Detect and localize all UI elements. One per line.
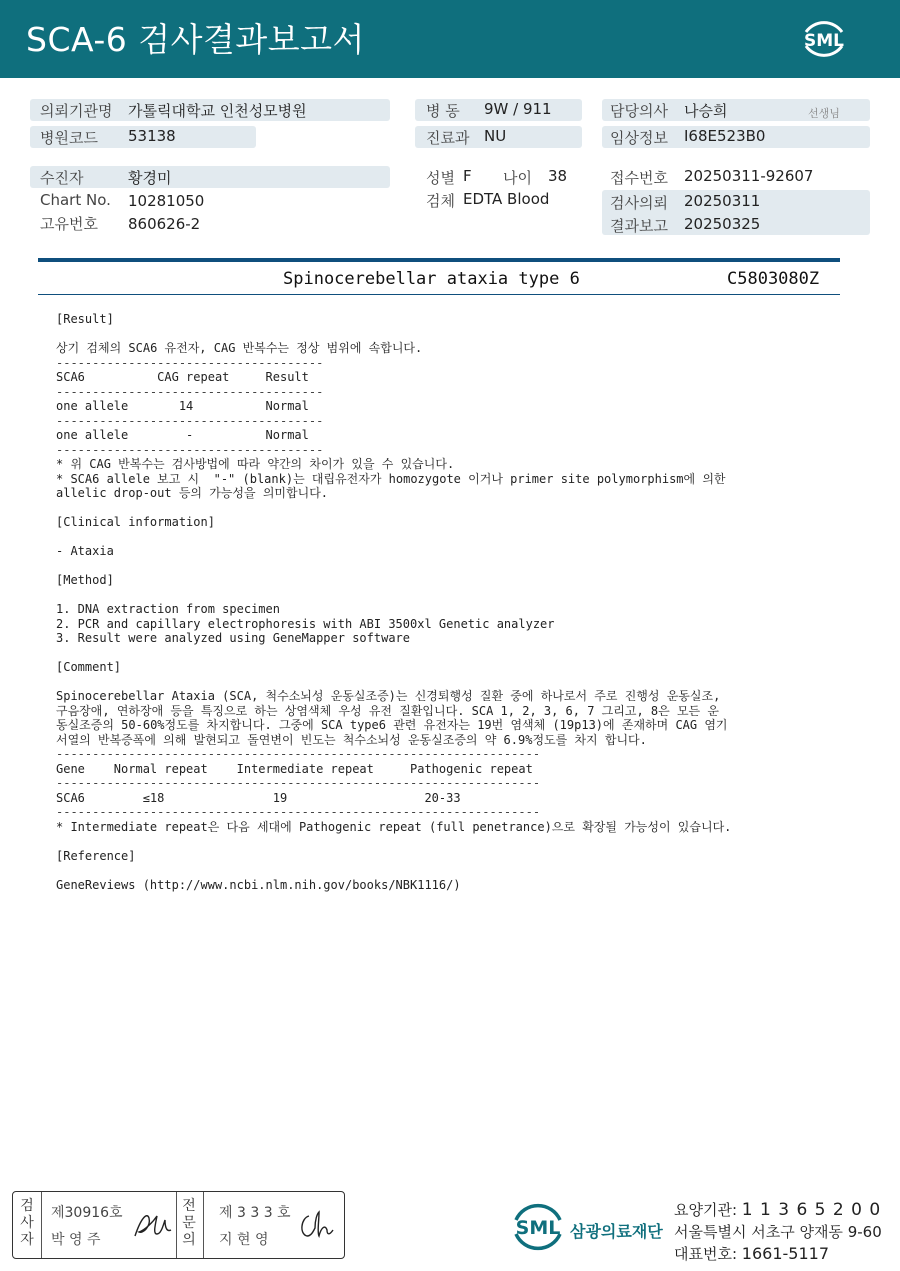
phone-number <box>674 1243 829 1264</box>
table-rule: ------------------------------------- <box>56 384 324 399</box>
specimen-value: EDTA Blood <box>463 190 550 208</box>
dept-label: 진료과 <box>426 129 470 147</box>
clinical-text: - Ataxia <box>56 544 114 558</box>
request-value: 20250311 <box>684 192 761 210</box>
repeat-table-row: SCA6 ≤18 19 20-33 <box>56 790 461 805</box>
clinical-value: I68E523B0 <box>684 127 766 145</box>
table-rule: ------------------------------------------------------------------- <box>56 805 541 819</box>
dept-value: NU <box>484 127 507 145</box>
comment-text: Spinocerebellar Ataxia (SCA, 척수소뇌성 운동실조증)는 신경퇴행성 질환 중에 하나로서 주로 진행성 운동실조, <box>56 689 721 703</box>
comment-text: 동실조증의 50-60%정도를 차지합니다. 그중에 SCA type6 관련 유전자는 19번 염색체 (19p13)에 존재하며 CAG 염기 <box>56 718 728 732</box>
clinical-heading: [Clinical information] <box>56 515 215 529</box>
examiner-signature-icon <box>131 1208 175 1244</box>
chart-value: 10281050 <box>128 192 205 210</box>
test-code: C5803080Z <box>727 269 820 289</box>
result-note: * SCA6 allele 보고 시 "-" (blank)는 대립유전자가 homozygote 이거나 primer site polymorphism에 의한 <box>56 471 726 486</box>
method-item: 1. DNA extraction from specimen <box>56 602 280 616</box>
phone-value: 1661-5117 <box>741 1244 830 1263</box>
examiner-vertical-label: 검 사 자 <box>20 1198 34 1248</box>
age-label: 나이 <box>503 169 532 187</box>
test-name: Spinocerebellar ataxia type 6 <box>283 269 580 289</box>
specialist-signature-icon <box>295 1208 339 1244</box>
specimen-label: 검체 <box>426 192 455 210</box>
signature-box <box>12 1191 345 1259</box>
result-table-header: SCA6 CAG repeat Result <box>56 370 309 384</box>
divider <box>176 1192 177 1258</box>
hospital-code-label: 병원코드 <box>40 129 98 147</box>
report-body <box>56 312 846 892</box>
result-note: * 위 CAG 반복수는 검사방법에 따라 약간의 차이가 있을 수 있습니다. <box>56 457 455 471</box>
sml-logo-icon <box>796 12 852 66</box>
result-table-row: one allele 14 Normal <box>56 399 309 413</box>
comment-text: 구음장애, 연하장애 등을 특징으로 하는 상염색체 우성 유전 질환입니다. SCA 1, 2, 3, 6, 7 그리고, 8은 모든 운 <box>56 703 719 718</box>
hospital-code-value: 53138 <box>128 127 176 145</box>
patient-value: 황경미 <box>128 169 172 187</box>
result-note: allelic drop-out 등의 가능성을 의미합니다. <box>56 486 329 500</box>
title-rule-bottom <box>38 294 840 295</box>
org-address: 서울특별시 서초구 양재동 9-60 <box>674 1223 882 1241</box>
result-table-row: one allele - Normal <box>56 428 309 442</box>
title-rule-top <box>38 258 840 262</box>
ward-value: 9W / 911 <box>484 100 552 118</box>
table-rule: ------------------------------------- <box>56 413 324 428</box>
repeat-note: * Intermediate repeat은 다음 세대에 Pathogenic repeat (full penetrance)으로 확장될 가능성이 있습니다. <box>56 819 732 834</box>
patient-label: 수진자 <box>40 169 84 187</box>
org-logo-text: SML <box>515 1217 561 1239</box>
specialist-vertical-label: 전 문 의 <box>182 1198 196 1248</box>
patient-field <box>30 166 390 188</box>
age-value: 38 <box>548 167 568 185</box>
comment-heading: [Comment] <box>56 660 122 674</box>
result-heading: [Result] <box>56 312 114 326</box>
care-value: 1 1 3 6 5 2 0 0 <box>741 1200 882 1220</box>
institution-label: 의뢰기관명 <box>40 102 113 120</box>
clinical-label: 임상정보 <box>610 129 668 147</box>
divider <box>203 1192 204 1258</box>
reference-text: GeneReviews (http://www.ncbi.nlm.nih.gov/books/NBK1116/) <box>56 877 461 892</box>
comment-text: 서열의 반복증폭에 의해 발현되고 돌연변이 빈도는 척수소뇌성 운동실조증의 약 6.9%정도를 차지 합니다. <box>56 732 647 747</box>
method-item: 3. Result were analyzed using GeneMapper software <box>56 631 411 645</box>
unique-value: 860626-2 <box>128 215 201 233</box>
table-rule: ------------------------------------------------------------------- <box>56 776 541 790</box>
repeat-table-header: Gene Normal repeat Intermediate repeat Pathogenic repeat <box>56 761 533 776</box>
report-header <box>0 0 900 78</box>
doctor-value: 나승희 <box>684 102 728 120</box>
sml-org-logo-icon <box>508 1198 568 1256</box>
table-rule: ------------------------------------------------------------------- <box>56 747 541 761</box>
result-summary: 상기 검체의 SCA6 유전자, CAG 반복수는 정상 범위에 속합니다. <box>56 341 423 355</box>
receipt-label: 접수번호 <box>610 169 668 187</box>
table-rule: ------------------------------------- <box>56 355 324 370</box>
table-rule: ------------------------------------- <box>56 442 324 457</box>
specialist-name: 지 현 영 <box>219 1232 269 1248</box>
reference-heading: [Reference] <box>56 848 136 863</box>
chart-label: Chart No. <box>40 191 111 209</box>
request-label: 검사의뢰 <box>610 194 668 212</box>
doctor-suffix: 선생님 <box>808 107 840 120</box>
specialist-license: 제 3 3 3 호 <box>219 1205 291 1221</box>
report-date-value: 20250325 <box>684 215 761 233</box>
sex-value: F <box>463 167 472 185</box>
examiner-name: 박 영 주 <box>51 1232 101 1248</box>
sex-label: 성별 <box>426 169 455 187</box>
institution-value: 가톨릭대학교 인천성모병원 <box>128 102 307 120</box>
divider <box>41 1192 42 1258</box>
receipt-value: 20250311-92607 <box>684 167 814 185</box>
report-title: SCA-6 검사결과보고서 <box>26 20 365 59</box>
doctor-label: 담당의사 <box>610 102 668 120</box>
method-item: 2. PCR and capillary electrophoresis with ABI 3500xl Genetic analyzer <box>56 616 555 631</box>
logo-text: SML <box>804 31 844 51</box>
care-number <box>674 1199 881 1220</box>
report-date-label: 결과보고 <box>610 217 668 235</box>
unique-label: 고유번호 <box>40 215 98 233</box>
care-label: 요양기관: <box>674 1201 738 1219</box>
examiner-license: 제30916호 <box>51 1205 123 1221</box>
phone-label: 대표번호: <box>674 1245 738 1263</box>
method-heading: [Method] <box>56 573 114 587</box>
org-name: 삼광의료재단 <box>570 1222 663 1241</box>
ward-label: 병 동 <box>426 102 460 120</box>
